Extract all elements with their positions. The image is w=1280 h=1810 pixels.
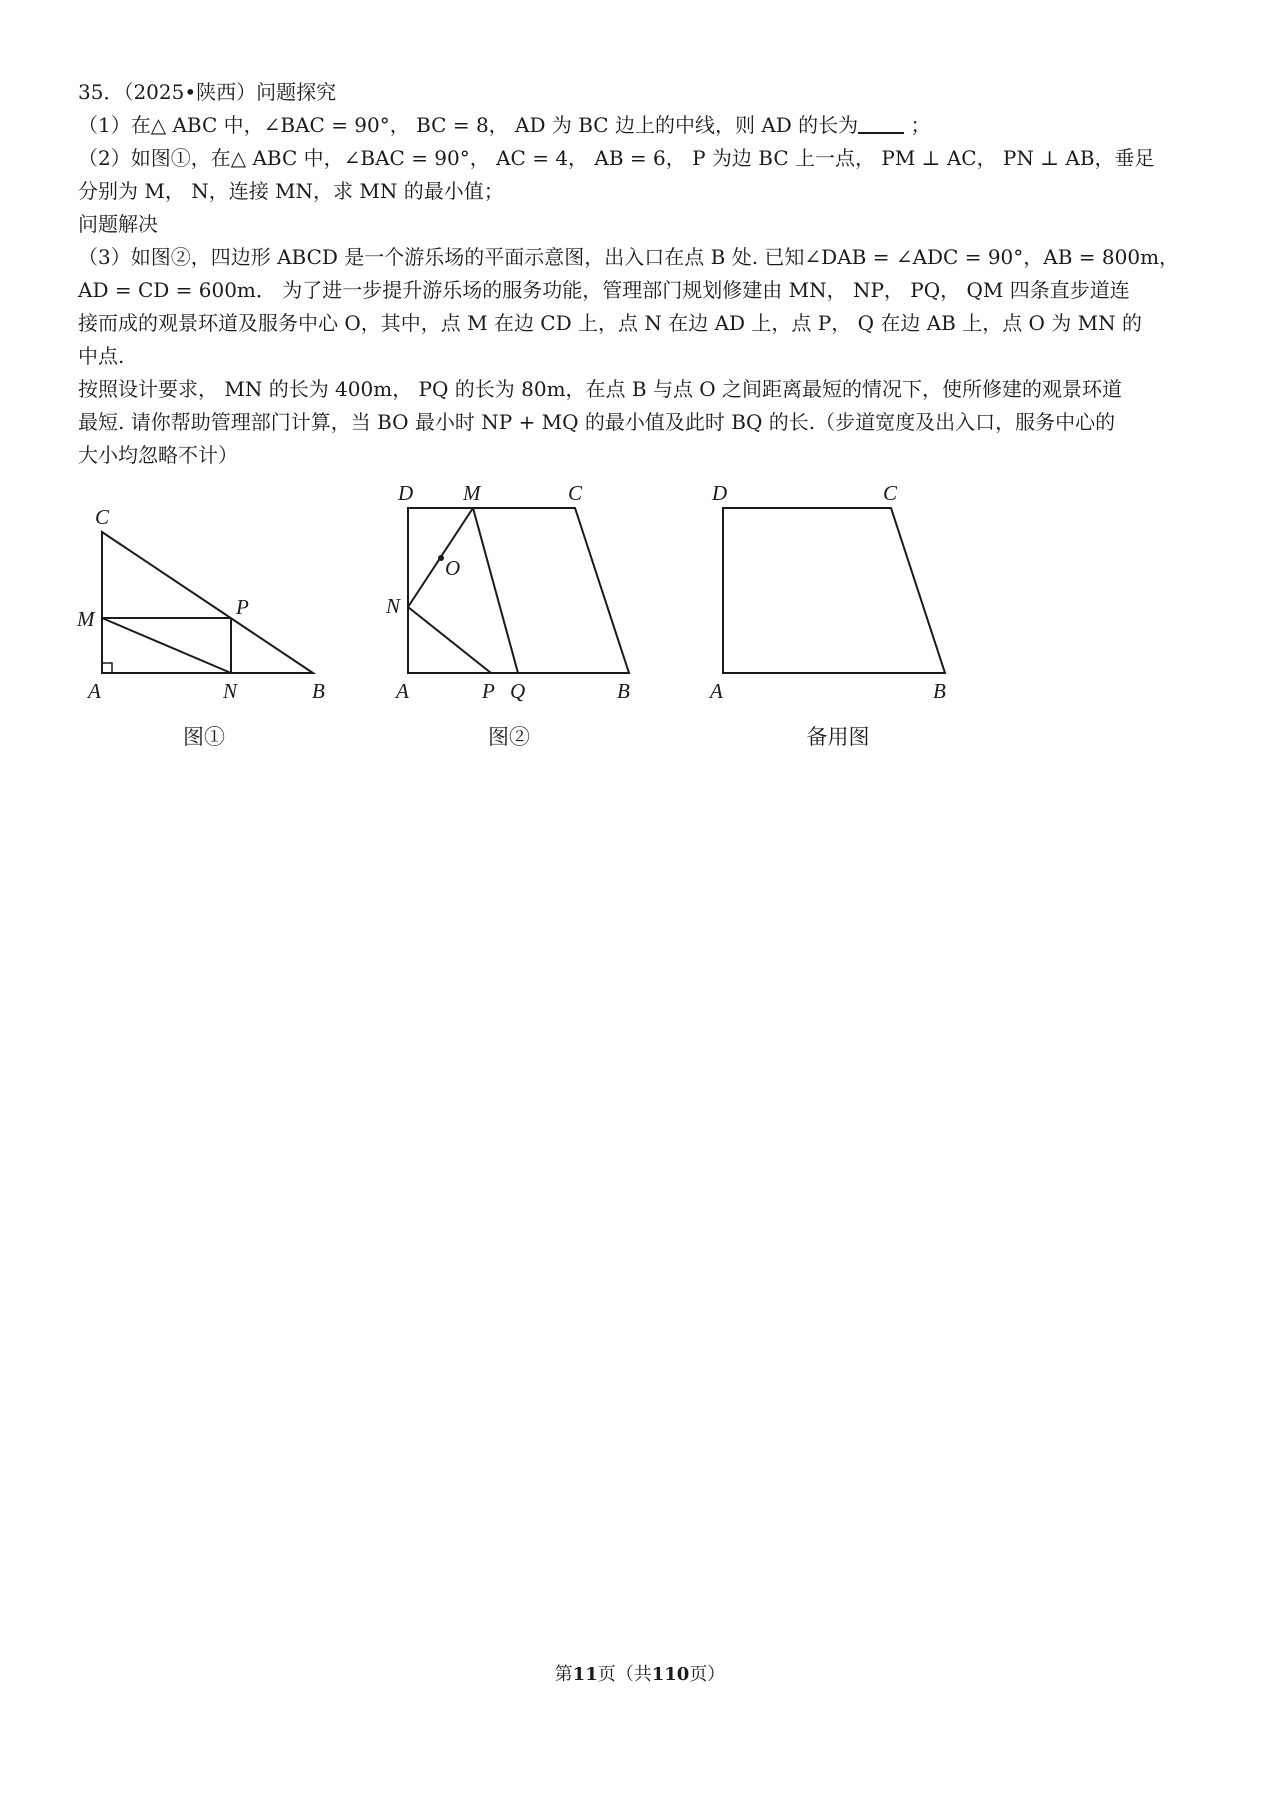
fig1-segment-mn xyxy=(102,618,231,673)
footer-middle: 页（共 xyxy=(597,1664,652,1685)
part1-end: ； xyxy=(910,113,931,137)
fig2-label-p: P xyxy=(482,679,495,703)
fig3-caption: 备用图 xyxy=(806,725,870,749)
fig2-quadrilateral-abcd xyxy=(408,508,629,673)
fig2-label-b: B xyxy=(617,679,630,703)
footer-prefix: 第 xyxy=(554,1664,573,1685)
part3-line5: 按照设计要求， MN 的长为 400m， PQ 的长为 80m，在点 B 与点 O 之间距离最短的情况下，使所修建的观景环道 xyxy=(78,377,1123,401)
part2-line2: 分别为 M， N，连接 MN，求 MN 的最小值； xyxy=(78,179,504,203)
fig1-label-p: P xyxy=(236,595,249,619)
fig3-label-a: A xyxy=(710,679,723,703)
footer-page-number: 11 xyxy=(572,1664,598,1685)
footer-suffix: 页） xyxy=(689,1664,726,1685)
footer-total-pages: 110 xyxy=(651,1664,690,1685)
part3-line1: （3）如图②，四边形 ABCD 是一个游乐场的平面示意图，出入口在点 B 处. 已知∠DAB = ∠ADC = 90°，AB = 800m， xyxy=(78,245,1180,269)
figures-svg xyxy=(0,0,1280,780)
fig2-label-q: Q xyxy=(510,679,526,703)
fig2-label-d: D xyxy=(398,481,414,505)
fig2-segment-np xyxy=(408,607,491,673)
fig1-label-c: C xyxy=(95,505,110,529)
fig1-label-m: M xyxy=(77,607,95,631)
part3-line7: 大小均忽略不计） xyxy=(78,443,238,467)
page-footer xyxy=(0,1660,1280,1686)
fig3-quadrilateral-abcd xyxy=(723,508,945,673)
fig1-right-angle-mark xyxy=(102,663,112,673)
figure-1 xyxy=(102,532,313,673)
fig3-label-c: C xyxy=(883,481,898,505)
figure-2 xyxy=(408,508,629,673)
part1-text: （1）在△ ABC 中，∠BAC = 90°， BC = 8， AD 为 BC 边上的中线，则 AD 的长为 xyxy=(78,113,859,137)
fig2-label-n: N xyxy=(386,594,401,618)
question-header: 35．（2025•陕西）问题探究 xyxy=(78,80,337,104)
section-heading: 问题解决 xyxy=(78,212,158,236)
fig2-label-a: A xyxy=(396,679,409,703)
part3-line2: AD = CD = 600m． 为了进一步提升游乐场的服务功能，管理部门规划修建由 MN， NP， PQ， QM 四条直步道连 xyxy=(78,278,1130,302)
fig1-triangle-abc xyxy=(102,532,313,673)
fig2-label-c: C xyxy=(568,481,583,505)
fig1-label-a: A xyxy=(88,679,101,703)
fig2-label-m: M xyxy=(463,481,481,505)
fig2-segment-mq xyxy=(473,508,518,673)
fig3-label-b: B xyxy=(933,679,946,703)
fig2-point-o xyxy=(438,555,444,561)
fig3-label-d: D xyxy=(712,481,728,505)
fig1-caption: 图① xyxy=(183,725,225,749)
figure-3 xyxy=(723,508,945,673)
part3-line6: 最短. 请你帮助管理部门计算，当 BO 最小时 NP + MQ 的最小值及此时 BQ 的长.（步道宽度及出入口，服务中心的 xyxy=(78,410,1116,434)
fig2-caption: 图② xyxy=(488,725,530,749)
fig1-label-n: N xyxy=(223,679,238,703)
part3-line3: 接而成的观景环道及服务中心 O，其中，点 M 在边 CD 上，点 N 在边 AD 上，点 P， Q 在边 AB 上，点 O 为 MN 的 xyxy=(78,311,1142,335)
fig2-label-o: O xyxy=(445,556,461,580)
part2-line1: （2）如图①，在△ ABC 中，∠BAC = 90°， AC = 4， AB = 6， P 为边 BC 上一点， PM ⊥ AC， PN ⊥ AB，垂足 xyxy=(78,146,1155,170)
part3-line4: 中点. xyxy=(78,344,125,368)
fig1-label-b: B xyxy=(312,679,325,703)
